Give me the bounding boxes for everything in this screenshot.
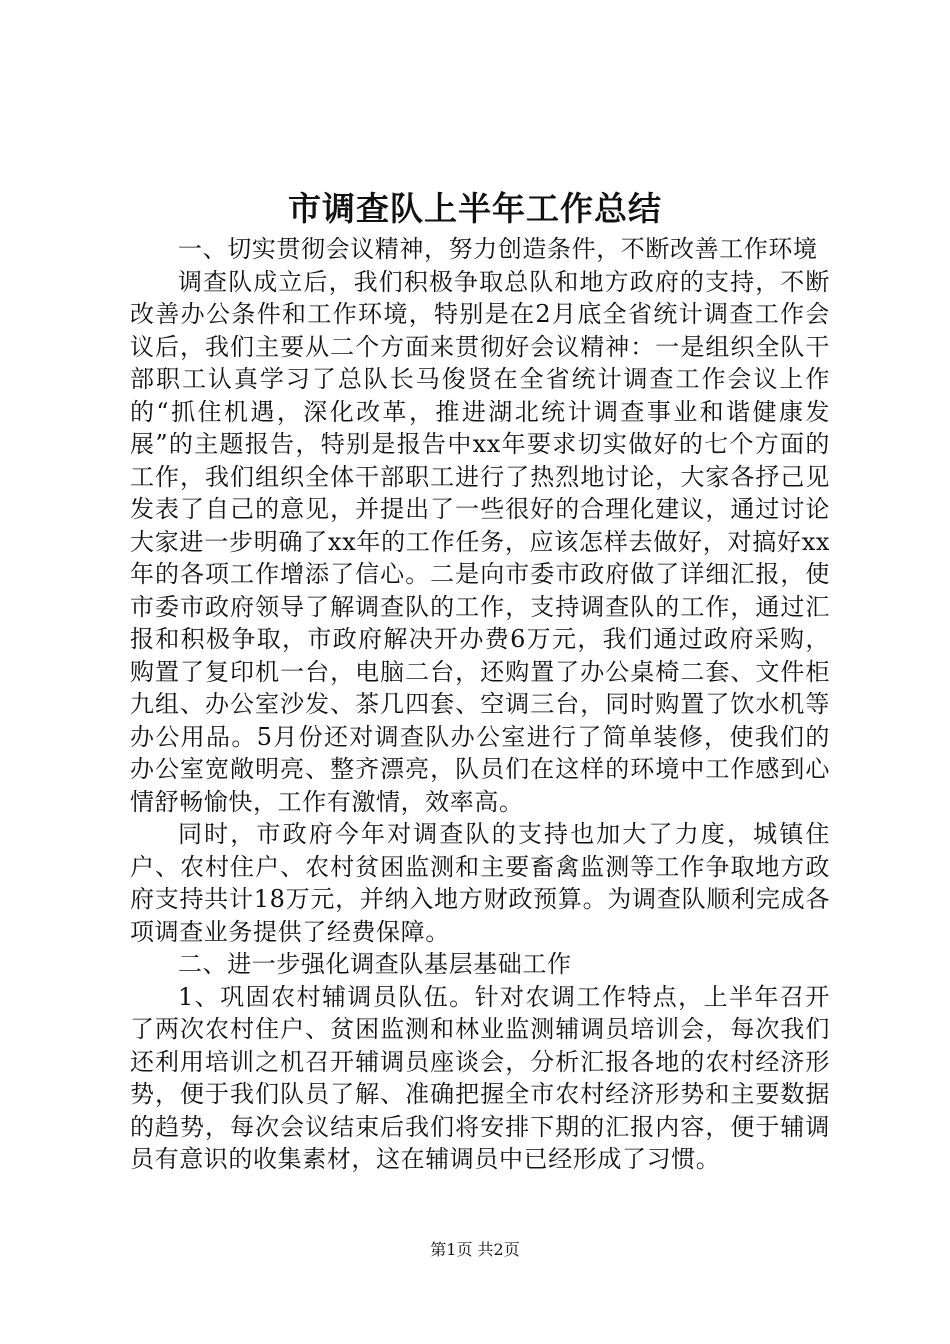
- paragraph: 同时，市政府今年对调查队的支持也加大了力度，城镇住户、农村住户、农村贫困监测和主要畜禽监测等工作争取地方政府支持共计18万元，并纳入地方财政预算。为调查队顺利完成各项调查业务提供了经费保障。: [130, 820, 830, 946]
- document-body: [130, 233, 830, 1176]
- page-title: 市调查队上半年工作总结: [288, 189, 662, 228]
- section-heading-2: 二、进一步强化调查队基层基础工作: [178, 950, 572, 978]
- page-footer: 第1页 共2页: [430, 1240, 520, 1259]
- section-heading-1: 一、切实贯彻会议精神，努力创造条件，不断改善工作环境: [178, 235, 818, 263]
- paragraph: 1、巩固农村辅调员队伍。针对农调工作特点，上半年召开了两次农村住户、贫困监测和林业监测辅调员培训会，每次我们还利用培训之机召开辅调员座谈会，分析汇报各地的农村经济形势，便于我们队员了解、准确把握全市农村经济形势和主要数据的趋势，每次会议结束后我们将安排下期的汇报内容，便于辅调员有意识的收集素材，这在辅调员中已经形成了习惯。: [130, 982, 830, 1173]
- paragraph: 调查队成立后，我们积极争取总队和地方政府的支持，不断改善办公条件和工作环境，特别是在2月底全省统计调查工作会议后，我们主要从二个方面来贯彻好会议精神：一是组织全队干部职工认真学习了总队长马俊贤在全省统计调查工作会议上作的“抓住机遇，深化改革，推进湖北统计调查事业和谐健康发展”的主题报告，特别是报告中xx年要求切实做好的七个方面的工作，我们组织全体干部职工进行了热烈地讨论，大家各抒己见发表了自己的意见，并提出了一些很好的合理化建议，通过讨论大家进一步明确了xx年的工作任务，应该怎样去做好，对搞好xx年的各项工作增添了信心。二是向市委市政府做了详细汇报，使市委市政府领导了解调查队的工作，支持调查队的工作，通过汇报和积极争取，市政府解决开办费6万元，我们通过政府采购，购置了复印机一台，电脑二台，还购置了办公桌椅二套、文件柜九组、办公室沙发、茶几四套、空调三台，同时购置了饮水机等办公用品。5月份还对调查队办公室进行了简单装修，使我们的办公室宽敞明亮、整齐漂亮，队员们在这样的环境中工作感到心情舒畅愉快，工作有激情，效率高。: [130, 267, 830, 816]
